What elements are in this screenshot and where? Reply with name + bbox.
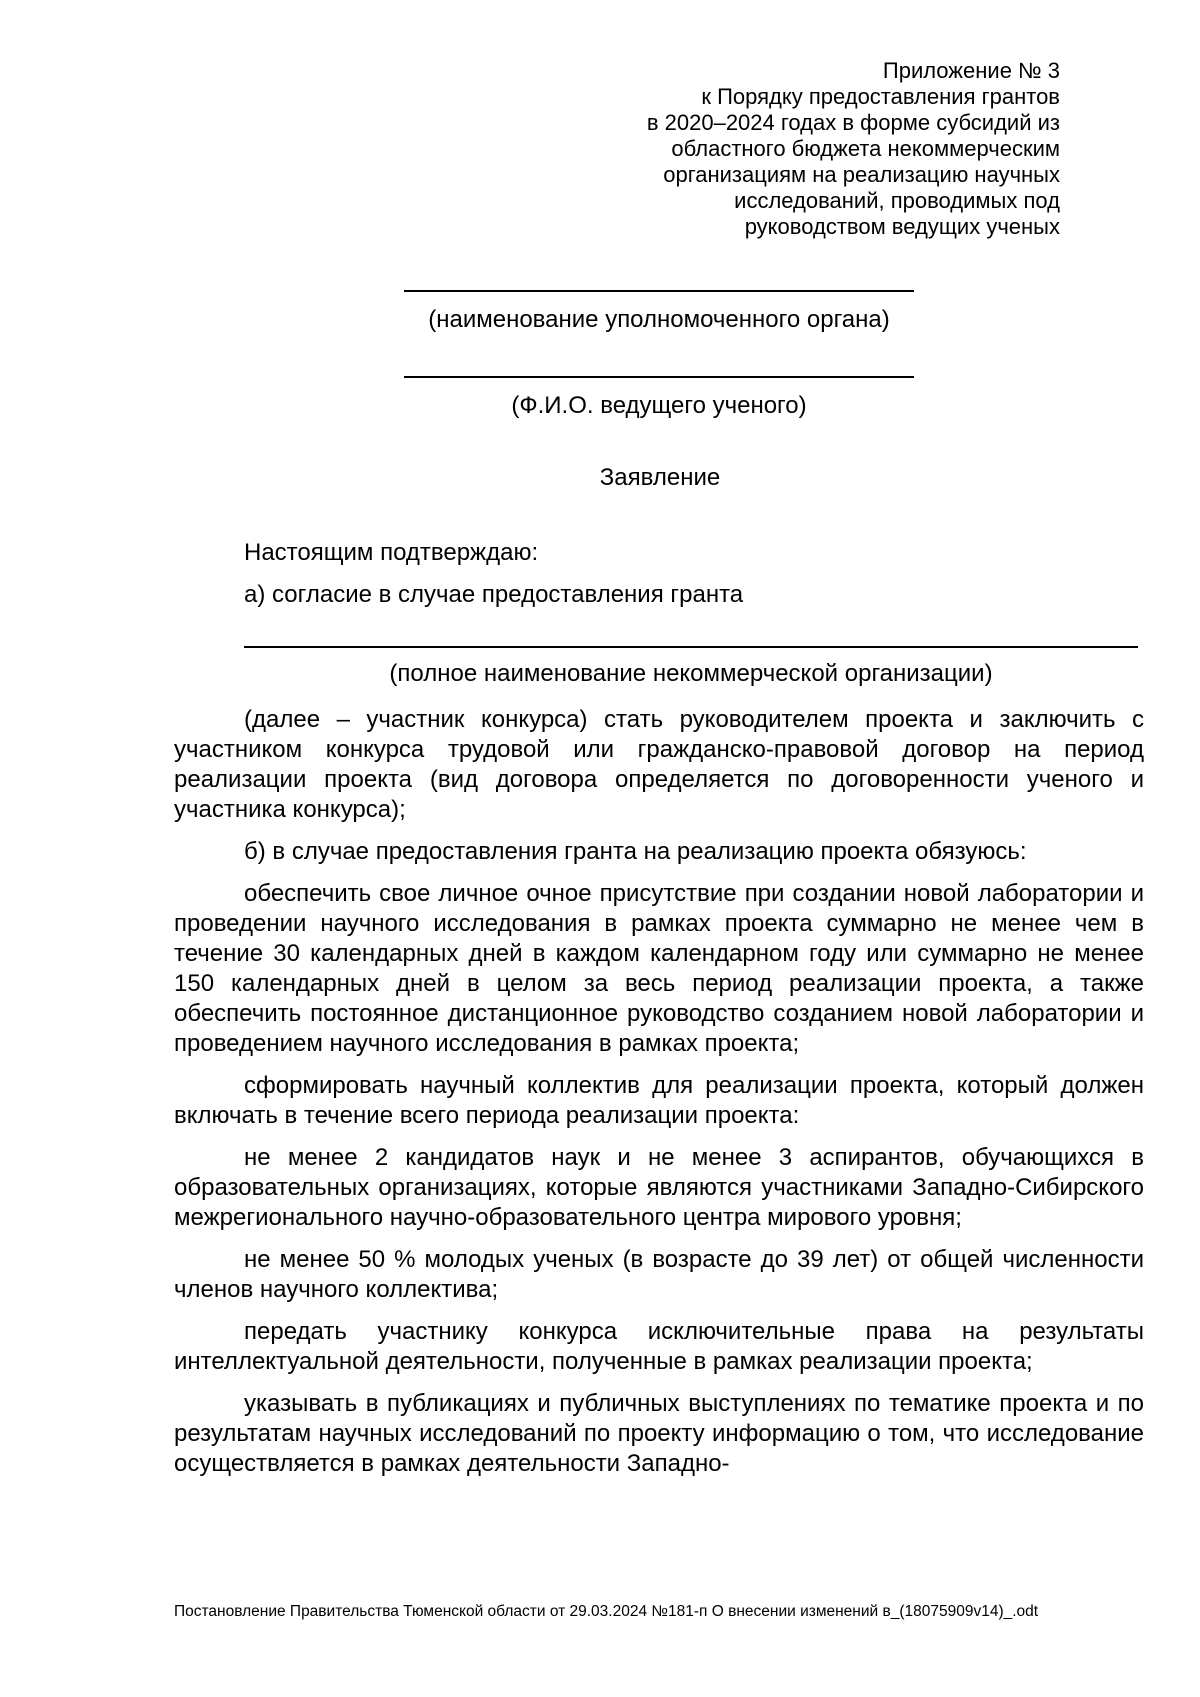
document-footer: Постановление Правительства Тюменской области от 29.03.2024 №181-п О внесении изменений в_(18075909v14)_.odt	[174, 1603, 1039, 1620]
appendix-header	[647, 58, 1060, 240]
paragraph: обеспечить свое личное очное присутствие при создании новой лаборатории и проведении научного исследования в рамках проекта суммарно не менее чем в течение 30 календарных дней в каждом календарном году или суммарно не менее 150 календарных дней в целом за весь период реализации проекта, а также обеспечить постоянное дистанционное руководство созданием новой лаборатории и проведением научного исследования в рамках проекта;	[174, 880, 1144, 1057]
confirm-line: Настоящим подтверждаю:	[244, 539, 539, 566]
scientist-block	[404, 376, 914, 420]
header-line: к Порядку предоставления грантов	[701, 84, 1060, 109]
scientist-caption: (Ф.И.О. ведущего ученого)	[511, 392, 807, 419]
header-line: исследований, проводимых под	[734, 188, 1060, 213]
authority-caption: (наименование уполномоченного органа)	[428, 306, 890, 333]
main-text	[174, 705, 1144, 1479]
paragraph: указывать в публикациях и публичных выступлениях по тематике проекта и по результатам научных исследований по проекту информацию о том, что исследование осуществляется в рамках деятельности Западно-	[174, 1390, 1144, 1477]
scientist-blank-line	[404, 376, 914, 378]
paragraph: передать участнику конкурса исключительные права на результаты интеллектуальной деятельности, полученные в рамках реализации проекта;	[174, 1318, 1144, 1375]
paragraph: не менее 2 кандидатов наук и не менее 3 аспирантов, обучающихся в образовательных организациях, которые являются участниками Западно-Сибирского межрегионального научно-образовательного центра мирового уровня;	[174, 1144, 1144, 1231]
header-line: Приложение № 3	[882, 58, 1060, 83]
header-line: областного бюджета некоммерческим	[671, 136, 1060, 161]
header-line: руководством ведущих ученых	[744, 214, 1060, 239]
authority-block	[404, 290, 914, 334]
header-line: организациям на реализацию научных	[663, 162, 1060, 187]
header-line: в 2020–2024 годах в форме субсидий из	[646, 110, 1060, 135]
paragraph: не менее 50 % молодых ученых (в возрасте до 39 лет) от общей численности членов научного коллектива;	[174, 1246, 1144, 1303]
document-title: Заявление	[599, 464, 721, 491]
paragraph: б) в случае предоставления гранта на реализацию проекта обязуюсь:	[244, 838, 1027, 865]
organization-blank-line	[244, 646, 1138, 648]
organization-caption: (полное наименование некоммерческой организации)	[389, 660, 993, 687]
paragraph: сформировать научный коллектив для реализации проекта, который должен включать в течение всего периода реализации проекта:	[174, 1072, 1144, 1129]
intro-block	[174, 538, 1144, 610]
paragraph: (далее – участник конкурса) стать руководителем проекта и заключить с участником конкурса трудовой или гражданско-правовой договор на период реализации проекта (вид договора определяется по договоренности ученого и участника конкурса);	[174, 706, 1144, 823]
authority-blank-line	[404, 290, 914, 292]
item-a-line: а) согласие в случае предоставления гранта	[244, 581, 744, 608]
